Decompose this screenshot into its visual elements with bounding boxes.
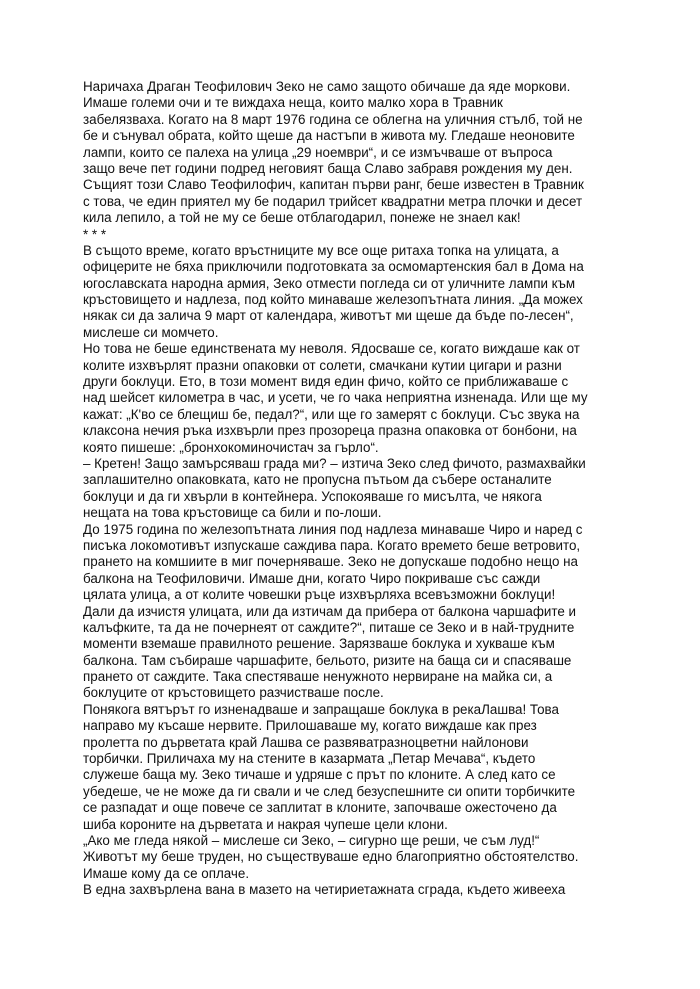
text-line: пролетта по дърветата край Лашва се развяватразноцветни найлонови — [83, 734, 529, 750]
text-line: Наричаха Драган Теофилович Зеко не само защото обичаше да яде моркови. — [83, 79, 571, 94]
text-line: моменти вземаше правилното решение. Зарязваше боклука и хукваше към — [83, 636, 555, 652]
text-line: Но това не беше единствената му неволя. Ядосваше се, когато виждаше как от — [83, 341, 580, 357]
text-line: колите изхвърлят празни опаковки от солети, смачкани кутии цигари и разни — [83, 357, 562, 373]
text-line: бе и сънувал обрата, който щеше да настъпи в живота му. Гледаше неоновите — [83, 128, 575, 144]
text-line: балкона. Там събираше чаршафите, бельото, ризите на баща си и спасяваше — [83, 652, 572, 668]
text-line: заплашително опаковката, като не пропусна пътьом да събере останалите — [83, 472, 552, 488]
story-text — [83, 79, 623, 899]
text-line: кажат: „К'во се блещиш бе, педал?“, или ще го замерят с боклуци. Със звука на — [83, 406, 580, 422]
text-line: Дали да изчистя улицата, или да изтичам да прибера от балкона чаршафите и — [83, 603, 576, 619]
text-line: прането от саждите. Така спестяваше ненужното нервиране на майка си, а — [83, 669, 553, 685]
text-line: се разпадат и още повече се заплитат в клоните, започваше ожесточено да — [83, 800, 557, 816]
text-line: балкона на Теофиловичи. Имаше дни, когато Чиро покриваше със сажди — [83, 570, 541, 586]
text-line: някак си да залича 9 март от календара, животът ми щеше да бъде по-лесен“, — [83, 308, 574, 324]
text-line: кръстовището и надлеза, под който минаваше железопътната линия. „Да можех — [83, 292, 583, 308]
text-line: торбички. Приличаха му на стените в казармата „Петар Мечава“, където — [83, 751, 536, 767]
text-line: лампи, които се палеха на улица „29 ноември“, и се измъчваше от въпроса — [83, 144, 553, 160]
text-line: направо му късаше нервите. Прилошаваше му, когато виждаше как през — [83, 718, 537, 734]
text-line: Същият този Славо Теофилофич, капитан първи ранг, беше известен в Травник — [83, 177, 584, 193]
text-line: Животът му беше труден, но съществуваше едно благоприятно обстоятелство. — [83, 849, 579, 865]
text-line: „Ако ме гледа някой – мислеше си Зеко, – сигурно ще реши, че съм луд!“ — [83, 832, 540, 848]
text-line: офицерите не бяха приключили подготовката за осмомартенския бал в Дома на — [83, 259, 584, 275]
text-line: служеше баща му. Зеко тичаше и удряше с прът по клоните. А след като се — [83, 767, 556, 783]
text-line: над шейсет километра в час, и усети, че го чака неприятна изненада. Или ще му — [83, 390, 588, 406]
text-line: клаксона нечия ръка изхвърли през прозореца празна опаковка от бонбони, на — [83, 423, 577, 439]
text-line: В същото време, когато връстниците му все още ритаха топка на улицата, а — [83, 242, 559, 258]
text-line: Имаше големи очи и те виждаха неща, които малко хора в Травник — [83, 95, 503, 111]
text-line: цялата улица, а от колите човешки ръце изхвърляха всевъзможни боклуци! — [83, 587, 556, 603]
text-line: – Кретен! Защо замърсяваш града ми? – изтича Зеко след фичото, размахвайки — [83, 455, 586, 471]
text-line: убедеше, че не може да ги свали и че след безуспешните си опити торбичките — [83, 783, 576, 799]
text-line: В една захвърлена вана в мазето на четириетажната сграда, където живееха — [83, 882, 566, 898]
text-line: югославската народна армия, Зеко отмести погледа си от уличните лампи към — [83, 275, 576, 291]
text-line: Понякога вятърът го изненадваше и запращаше боклука в рекаЛашва! Това — [83, 701, 559, 717]
text-line: писъка локомотивът изпускаше саждива пара. Когато времето беше ветровито, — [83, 537, 581, 553]
text-line: кила лепило, а той не му се беше отблагодарил, понеже не знаел как! — [83, 210, 521, 226]
text-line: До 1975 година по железопътната линия под надлеза минаваше Чиро и наред с — [83, 521, 583, 537]
text-line: шиба короните на дърветата и накрая чупеше цели клони. — [83, 816, 448, 832]
text-line: защо вече пет години подред неговият баща Славо забравя рождения му ден. — [83, 160, 573, 176]
text-line: * * * — [83, 226, 107, 242]
text-line: калъфките, та да не почернеят от саждите?“, питаше се Зеко и в най-трудните — [83, 619, 575, 635]
text-line: прането на комшиите в миг почерняваше. Зеко не допускаше подобно нещо на — [83, 554, 579, 570]
text-line: забелязваха. Когато на 8 март 1976 година се облегна на уличния стълб, той не — [83, 111, 583, 127]
text-line: мислеше си момчето. — [83, 324, 219, 340]
text-line: нещата на това кръстовище са били и по-лоши. — [83, 505, 382, 521]
text-line: други боклуци. Ето, в този момент видя един фичо, който се приближаваше с — [83, 374, 569, 390]
text-line: Имаше кому да се оплаче. — [83, 865, 250, 881]
text-line: боклуците от кръстовището разчистваше после. — [83, 685, 384, 701]
text-line: боклуци и да ги хвърли в контейнера. Успокояваше го мисълта, че някога — [83, 488, 542, 504]
text-line: с това, че един приятел му бе подарил трийсет квадратни метра плочки и десет — [83, 193, 583, 209]
text-line: която пишеше: „бронхокоминочистач за гърло“. — [83, 439, 379, 455]
